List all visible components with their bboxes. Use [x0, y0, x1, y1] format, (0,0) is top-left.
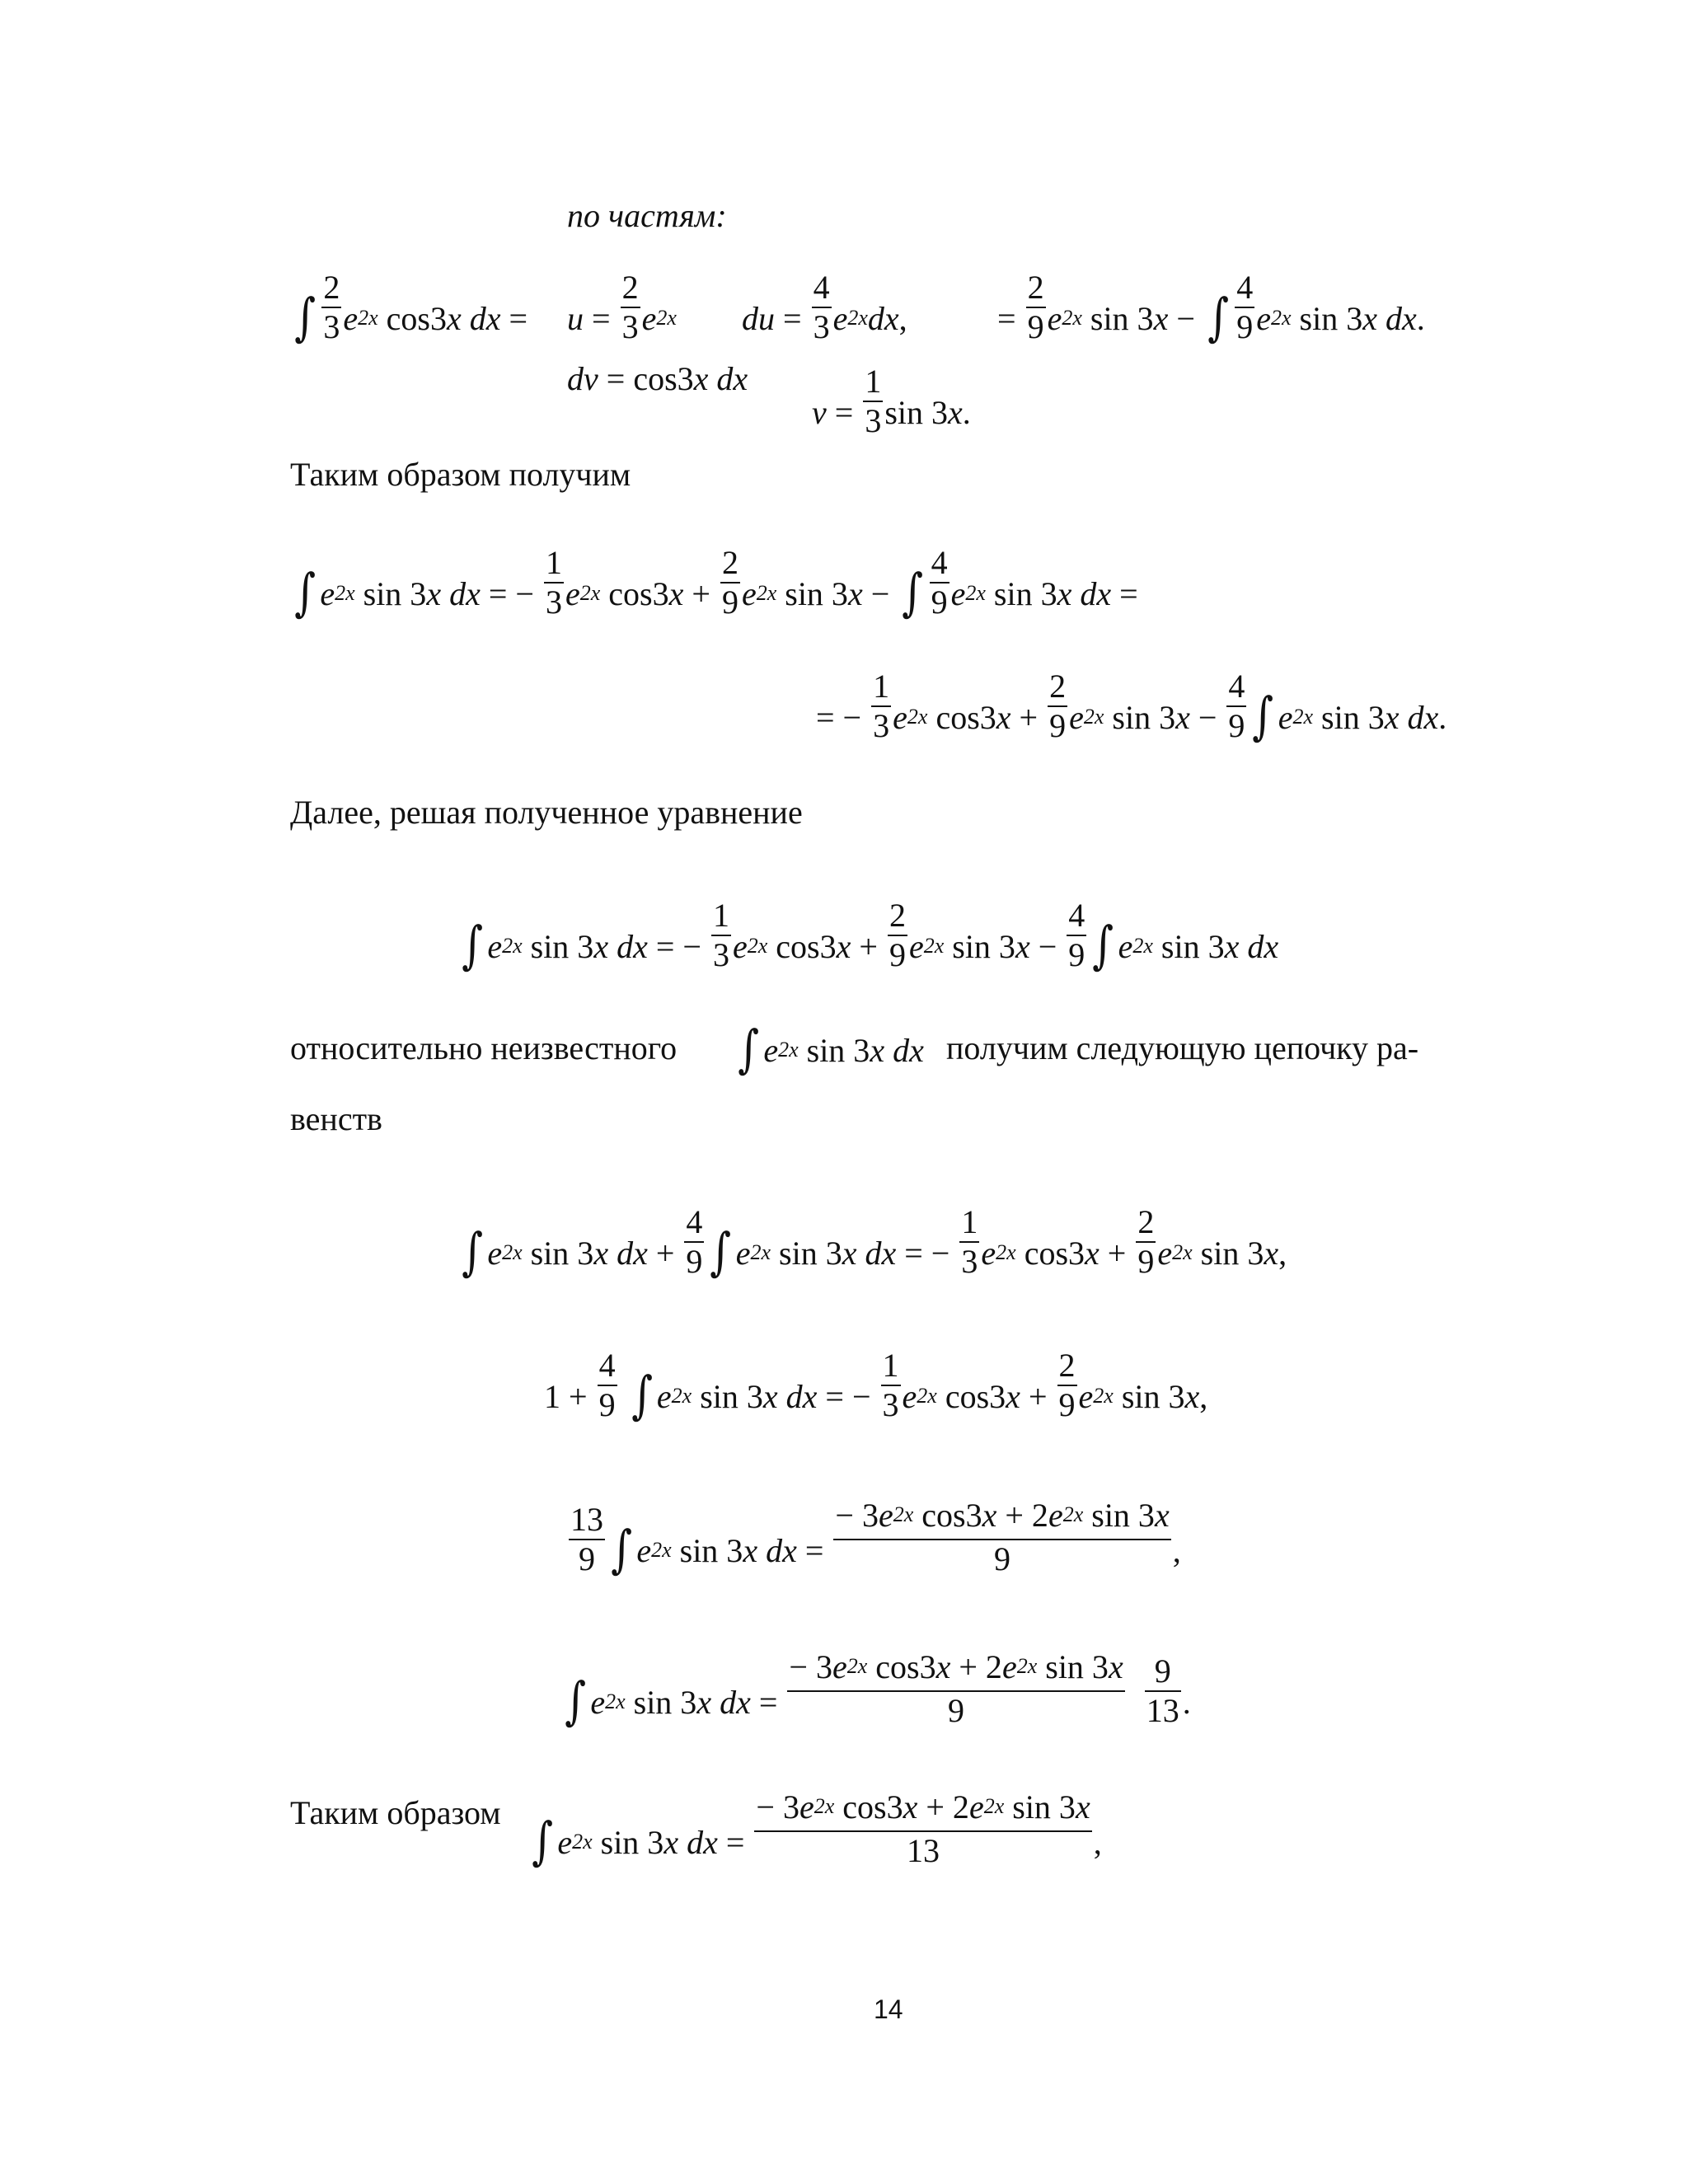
eq2-line2: = − $\frac{1}{3}$ $e^{2x}$ cos3x + $\frac{2}{9}$ $e^{2x}$ sin 3x − $\frac{4}{9}$ ∫ $e^{2x}$ sin 3x dx. [816, 668, 1447, 746]
eq1-result: = $\frac{2}{9}$ $e^{2x}$ sin 3x − ∫ $\frac{4}{9}$ $e^{2x}$ sin 3x dx. [997, 269, 1425, 347]
header-note: по частям: [567, 197, 727, 234]
eq7: ∫ $e^{2x}$ sin 3x dx = $\frac{- 3e^{2x} \cos 3x + 2e^{2x} \sin 3x}{9}$ $\frac{9}{13}$ . [565, 1648, 1191, 1731]
eq1-v: v = $\frac{1}{3}$ sin 3x. [812, 363, 971, 439]
eq8: ∫ $e^{2x}$ sin 3x dx = $\frac{- 3e^{2x} \cos 3x + 2e^{2x} \sin 3x}{13}$ , [532, 1788, 1102, 1871]
eq1-lhs: ∫ $\frac{2}{3}$ $e^{2x}$ cos3x dx = [294, 269, 528, 347]
eq1-du: du = $\frac{4}{3}$ $e^{2x}dx$, [742, 269, 907, 345]
eq5: 1 + $\frac{4}{9}$ ∫ $e^{2x}$ sin 3x dx = − $\frac{1}{3}$ $e^{2x}$ cos3x + $\frac{2}{9}$ $e^{2x}$ sin 3x, [544, 1347, 1208, 1425]
paragraph-2: Далее, решая полученное уравнение [290, 794, 803, 831]
paragraph-4: Таким образом [290, 1794, 501, 1831]
eq1-dv: dv = cos3x dx [567, 360, 748, 397]
paragraph-3c: венств [290, 1100, 382, 1137]
para3-inline-integral: ∫ $e^{2x}$ sin 3x dx [738, 1019, 924, 1079]
page-number: 14 [874, 1994, 903, 2024]
paragraph-3a: относительно неизвестного [290, 1029, 678, 1066]
eq1-u: u = $\frac{2}{3}$ $e^{2x}$ [567, 269, 677, 345]
eq4: ∫ $e^{2x}$ sin 3x dx + $\frac{4}{9}$ ∫ $e^{2x}$ sin 3x dx = − $\frac{1}{3}$ $e^{2x}$ cos3x + $\frac{2}{9}$ $e^{2x}$ sin 3x, [462, 1203, 1287, 1282]
eq3: ∫ $e^{2x}$ sin 3x dx = − $\frac{1}{3}$ $e^{2x}$ cos3x + $\frac{2}{9}$ $e^{2x}$ sin 3x − $\frac{4}{9}$ ∫ $e^{2x}$ sin 3x dx [462, 897, 1279, 975]
paragraph-3b: получим следующую цепочку ра- [946, 1029, 1419, 1066]
eq2-line1: ∫ $e^{2x}$ sin 3x dx = − $\frac{1}{3}$ $e^{2x}$ cos3x + $\frac{2}{9}$ $e^{2x}$ sin 3x − ∫ $\frac{4}{9}$ $e^{2x}$ sin 3x dx = [294, 544, 1138, 622]
paragraph-1: Таким образом получим [290, 456, 631, 493]
eq6: $\frac{13}{9}$ ∫ $e^{2x}$ sin 3x dx = $\frac{- 3e^{2x} \cos 3x + 2e^{2x} \sin 3x}{9}$ , [570, 1497, 1181, 1579]
